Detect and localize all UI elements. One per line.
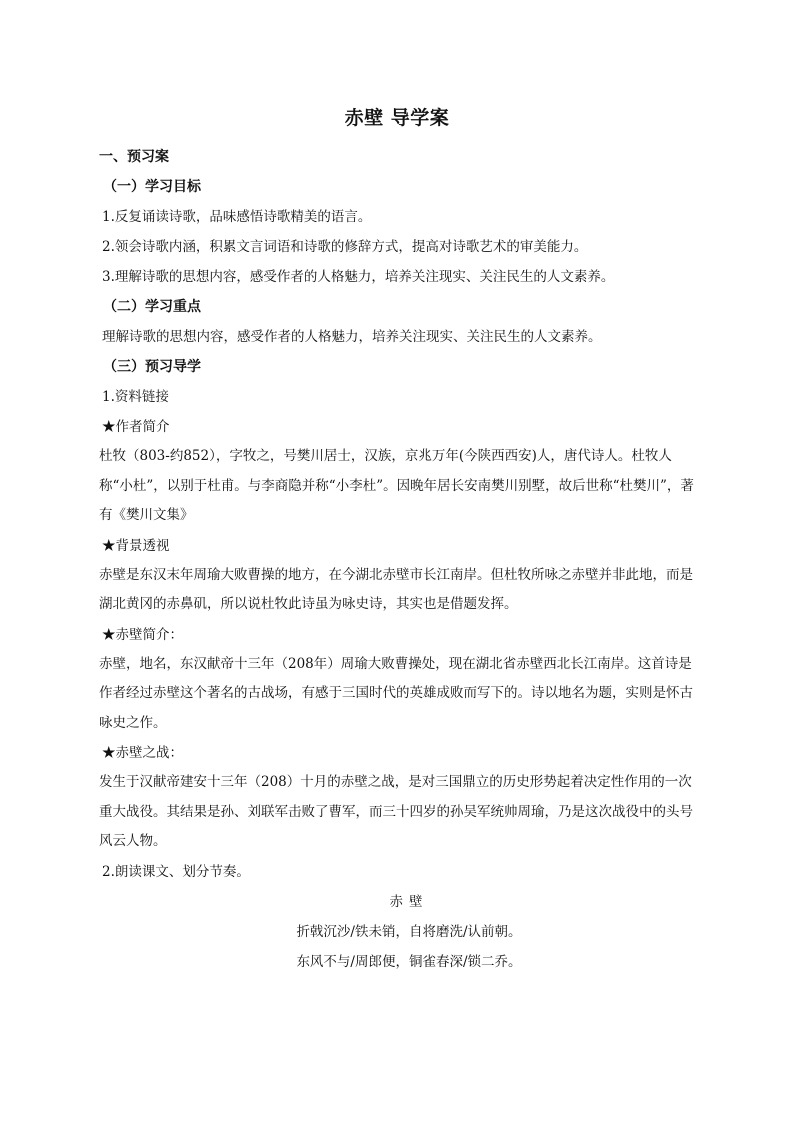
poem-line-2: 东风不与/周郎便，铜雀春深/锁二乔。 [296, 953, 522, 970]
background-text: 赤壁是东汉末年周瑜大败曹操的地方，在今湖北赤壁市长江南岸。但杜牧所咏之赤壁并非此地，而是湖北黄冈的赤鼻矶，所以说杜牧此诗虽为咏史诗，其实也是借题发挥。 [99, 566, 693, 612]
key-point-text: 理解诗歌的思想内容，感受作者的人格魅力，培养关注现实、关注民生的人文素养。 [102, 329, 602, 345]
chibi-intro-heading: ★赤壁简介： [102, 626, 183, 643]
section-heading-preview: 一、预习案 [99, 149, 169, 165]
subheading-key-points: （二）学习重点 [103, 299, 201, 315]
goal-item-2: 2.领会诗歌内涵，积累文言词语和诗歌的修辞方式，提高对诗歌艺术的审美能力。 [102, 239, 588, 255]
item-reading-rhythm: 2.朗读课文、划分节奏。 [102, 863, 250, 880]
item-resource-links: 1.资料链接 [102, 389, 169, 405]
document-title: 赤壁 导学案 [344, 107, 450, 129]
author-intro-heading: ★作者简介 [102, 419, 170, 435]
author-intro-text: 杜牧（803-约852），字牧之，号樊川居士，汉族，京兆万年(今陕西西安)人，唐代诗人。杜牧人称“小杜”，以别于杜甫。与李商隐并称“小李杜”。因晚年居长安南樊川别墅，故后世称“杜樊川”，著有《樊川文集》 [99, 448, 694, 523]
battle-heading: ★赤壁之战： [102, 745, 183, 761]
goal-item-1: 1.反复诵读诗歌，品味感悟诗歌精美的语言。 [102, 209, 372, 225]
battle-text: 发生于汉献帝建安十三年（208）十月的赤壁之战，是对三国鼎立的历史形势起着决定性作用的一次重大战役。其结果是孙、刘联军击败了曹军，而三十四岁的孙吴军统帅周瑜，乃是这次战役中的头号风云人物。 [99, 774, 693, 849]
background-heading: ★背景透视 [102, 537, 170, 554]
document-body [99, 142, 699, 977]
subheading-learning-goals: （一）学习目标 [103, 179, 201, 195]
poem-title: 赤壁 [389, 893, 429, 910]
poem-line-1: 折戟沉沙/铁未销，自将磨洗/认前朝。 [296, 923, 522, 940]
subheading-preview-guide: （三）预习导学 [103, 359, 201, 375]
goal-item-3: 3.理解诗歌的思想内容，感受作者的人格魅力，培养关注现实、关注民生的人文素养。 [102, 269, 615, 285]
chibi-intro-text: 赤壁，地名，东汉献帝十三年（208年）周瑜大败曹操处，现在湖北省赤壁西北长江南岸。这首诗是作者经过赤壁这个著名的古战场，有感于三国时代的英雄成败而写下的。诗以地名为题，实则是怀古咏史之作。 [99, 655, 693, 731]
